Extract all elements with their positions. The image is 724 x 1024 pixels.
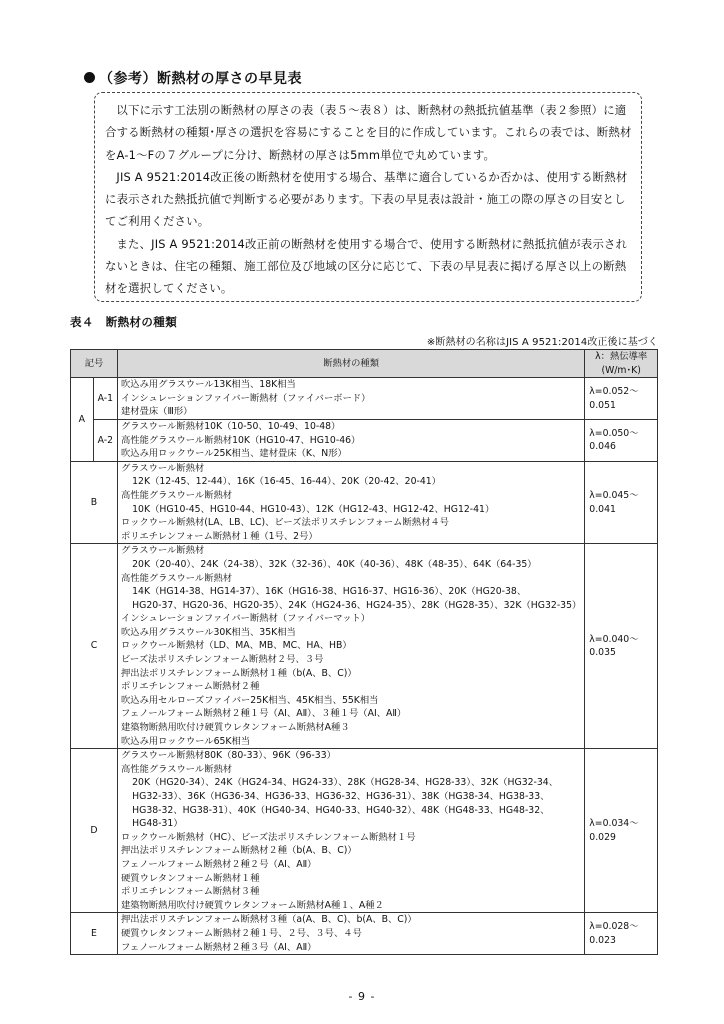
- table-row: [71, 913, 658, 955]
- material-line: グラスウール断熱材: [120, 545, 205, 557]
- table-row: [71, 378, 658, 420]
- material-line: フェノールフォーム断熱材２種３号（AⅠ、AⅡ）: [120, 941, 317, 953]
- material-line: 硬質ウレタンフォーム断熱材１種: [120, 872, 260, 884]
- material-line: 10K（HG10-45、HG10-44、HG10-43）、12K（HG12-43、HG12-42、HG12-41）: [132, 503, 495, 515]
- material-cell: [117, 913, 584, 955]
- material-line: 建材畳床（Ⅲ形）: [120, 406, 193, 418]
- material-line: 押出法ポリスチレンフォーム断熱材２種（b(A、B、C)）: [120, 845, 357, 857]
- lambda-cell: λ=0.028～0.023: [585, 913, 658, 955]
- material-line: インシュレーションファイバー断熱材（ファイバーマット）: [120, 613, 371, 625]
- material-line: 12K（12-45、12-44）、16K（16-45、16-44）、20K（20-42、20-41）: [132, 476, 441, 488]
- section-heading: [84, 68, 302, 88]
- material-line: インシュレーションファイバー断熱材（ファイバーボード）: [120, 392, 371, 404]
- material-line: 高性能グラスウール断熱材: [120, 572, 233, 584]
- material-line: ポリエチレンフォーム断熱材２種: [120, 681, 260, 693]
- material-line: グラスウール断熱材10K（10-50、10-49、10-48）: [120, 420, 341, 432]
- material-line: 吹込み用ロックウール65K相当: [120, 735, 251, 747]
- material-line: ポリエチレンフォーム断熱材１種（1号、2号）: [120, 530, 318, 542]
- material-line: 高性能グラスウール断熱材: [120, 763, 233, 775]
- subgroup-label: A-1: [93, 378, 117, 420]
- material-line: 硬質ウレタンフォーム断熱材２種１号、２号、３号、４号: [120, 927, 362, 939]
- note-paragraph: 以下に示す工法別の断熱材の厚さの表（表５～表８）は、断熱材の熱抵抗値基準（表２参照）に適合する断熱材の種類･厚さの選択を容易にすることを目的に作成しています。これらの表では、断熱材をA-1～Fの７グループに分け、断熱材の厚さは5mm単位で丸めています。: [105, 103, 632, 162]
- material-line: 吹込み用グラスウール13K相当、18K相当: [120, 379, 296, 391]
- table-row: [71, 419, 658, 461]
- section-heading-text: （参考）断熱材の厚さの早見表: [99, 71, 302, 87]
- material-cell: [117, 544, 584, 749]
- material-line: フェノールフォーム断熱材２種２号（AⅠ、AⅡ）: [120, 858, 317, 870]
- note-paragraph: JIS A 9521:2014改正後の断熱材を使用する場合、基準に適合しているか否かは、使用する断熱材に表示された熱抵抗値で判断する必要があります。下表の早見表は設計・施工の際の厚さの目安としてご利用ください。: [105, 169, 628, 229]
- header-symbol: 記号: [71, 350, 118, 378]
- material-line: 14K（HG14-38、HG14-37）、16K（HG16-38、HG16-37、HG16-36）、20K（HG20-38、: [132, 586, 527, 598]
- material-line: HG48-31）: [132, 818, 183, 830]
- table-row: [71, 544, 658, 749]
- material-line: HG38-32、HG38-31）、40K（HG40-34、HG40-33、HG40-32）、48K（HG48-33、HG48-32、: [132, 804, 550, 816]
- lambda-cell: λ=0.052～0.051: [585, 378, 658, 420]
- subgroup-label: A-2: [93, 419, 117, 461]
- table-title: 表４ 断熱材の種類: [70, 315, 178, 329]
- material-line: 建築物断熱用吹付け硬質ウレタンフォーム断熱材A種３: [120, 722, 350, 734]
- material-line: HG20-37、HG20-36、HG20-35）、24K（HG24-36、HG24-35）、28K（HG28-35）、32K（HG32-35）: [132, 599, 582, 611]
- lambda-cell: λ=0.040～0.035: [585, 544, 658, 749]
- insulation-types-table: [70, 349, 658, 955]
- material-line: 高性能グラスウール断熱材10K（HG10-47、HG10-46）: [120, 434, 361, 446]
- table-header-row: [71, 350, 658, 378]
- material-line: ビーズ法ポリスチレンフォーム断熱材２号、３号: [120, 654, 324, 666]
- lambda-cell: λ=0.034～0.029: [585, 749, 658, 913]
- group-label: B: [71, 461, 118, 544]
- material-line: ロックウール断熱材（LD、MA、MB、MC、HA、HB）: [120, 640, 352, 652]
- material-line: フェノールフォーム断熱材２種１号（AⅠ、AⅡ）、３種１号（AⅠ、AⅡ）: [120, 708, 407, 720]
- material-line: 押出法ポリスチレンフォーム断熱材３種（a(A、B、C)、b(A、B、C)）: [120, 914, 417, 926]
- header-material: 断熱材の種類: [117, 350, 584, 378]
- group-label: E: [71, 913, 118, 955]
- material-line: グラスウール断熱材: [120, 462, 205, 474]
- explanation-note-box: [94, 92, 642, 302]
- material-line: HG32-33）、36K（HG36-34、HG36-33、HG36-32、HG36-31）、38K（HG38-34、HG38-33、: [132, 791, 550, 802]
- material-cell: [117, 461, 584, 544]
- page-number: - 9 -: [348, 990, 376, 1003]
- material-line: ポリエチレンフォーム断熱材３種: [120, 886, 260, 898]
- material-line: グラスウール断熱材80K（80-33）、96K（96-33）: [120, 750, 336, 762]
- material-line: 建築物断熱用吹付け硬質ウレタンフォーム断熱材A種１、A種２: [120, 899, 384, 911]
- material-line: 20K（20-40）、24K（24-38）、32K（32-36）、40K（40-36）、48K（48-35）、64K（64-35）: [132, 558, 537, 570]
- group-label: D: [71, 749, 118, 913]
- lambda-cell: λ=0.045～0.041: [585, 461, 658, 544]
- header-lambda: λ：熱伝導率(W/m･K): [585, 350, 658, 378]
- material-line: 高性能グラスウール断熱材: [120, 489, 233, 501]
- material-line: ロックウール断熱材（HC）、ビーズ法ポリスチレンフォーム断熱材１号: [120, 831, 416, 843]
- material-cell: [117, 378, 584, 420]
- table-row: [71, 461, 658, 544]
- group-label: C: [71, 544, 118, 749]
- material-line: 20K（HG20-34）、24K（HG24-34、HG24-33）、28K（HG28-34、HG28-33）、32K（HG32-34、: [132, 777, 559, 789]
- bullet-icon: [84, 72, 95, 83]
- table-note: ※断熱材の名称はJIS A 9521:2014改正後に基づく: [426, 337, 658, 348]
- lambda-cell: λ=0.050～0.046: [585, 419, 658, 461]
- material-line: ロックウール断熱材(LA、LB、LC)、ビーズ法ポリスチレンフォーム断熱材４号: [120, 517, 449, 529]
- group-label: A: [71, 378, 94, 462]
- material-cell: [117, 749, 584, 913]
- material-line: 吹込み用ロックウール25K相当、建材畳床（K、N形）: [120, 448, 347, 460]
- note-paragraph: また、JIS A 9521:2014改正前の断熱材を使用する場合で、使用する断熱材に熱抵抗値が表示されないときは、住宅の種類、施工部位及び地域の区分に応じて、下表の早見表に掲げる厚さ以上の断熱材を選択してください。: [105, 236, 628, 296]
- material-line: 押出法ポリスチレンフォーム断熱材１種（b(A、B、C)）: [120, 667, 357, 679]
- material-line: 吹込み用セルローズファイバー25K相当、45K相当、55K相当: [120, 694, 379, 706]
- material-cell: [117, 419, 584, 461]
- material-line: 吹込み用グラスウール30K相当、35K相当: [120, 626, 296, 638]
- table-row: [71, 749, 658, 913]
